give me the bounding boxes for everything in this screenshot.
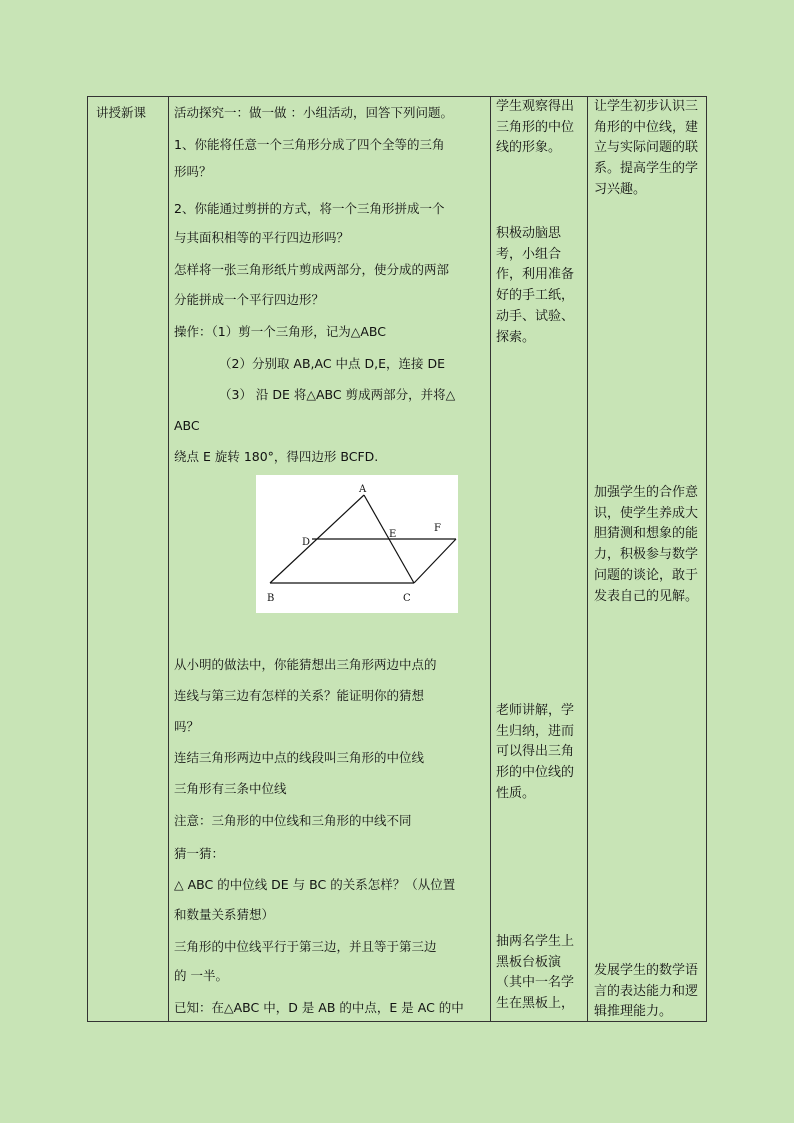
label-c: C [403,593,411,604]
content-line: 的 一半。 [174,968,228,983]
content-line: 1、你能将任意一个三角形分成了四个全等的三角 [174,137,445,152]
intent-note-cooperate: 加强学生的合作意识，使学生养成大胆猜测和想象的能力，积极参与数学问题的谈论，敢于发表自己的见解。 [594,485,699,604]
triangle-figure [256,475,458,613]
student-note-summarize: 老师讲解，学生归纳，进而可以得出三角形的中位线的性质。 [496,703,575,801]
label-f: F [434,523,441,534]
content-line: △ ABC 的中位线 DE 与 BC 的关系怎样？（从位置 [174,877,456,892]
content-line: 连线与第三边有怎样的关系？能证明你的猜想 [174,688,425,703]
section-column [88,97,169,1021]
content-line: 注意：三角形的中位线和三角形的中线不同 [174,813,412,828]
content-line: 吗？ [174,719,200,734]
content-line: 绕点 E 旋转 180°，得四边形 BCFD. [174,449,379,464]
intent-note-reasoning: 发展学生的数学语言的表达能力和逻辑推理能力。 [594,963,699,1020]
label-a: A [359,484,367,495]
intent-note-recognize: 让学生初步认识三角形的中位线，建立与实际问题的联系。提高学生的学习兴趣。 [594,99,699,197]
content-line: 已知：在△ABC 中，D 是 AB 的中点，E 是 AC 的中 [174,1000,464,1015]
student-note-board: 抽两名学生上黑板台板演（其中一名学生在黑板上， [496,934,575,1012]
content-line: 2、你能通过剪拼的方式，将一个三角形拼成一个 [174,201,445,216]
content-line: 从小明的做法中，你能猜想出三角形两边中点的 [174,657,437,672]
content-line: 与其面积相等的平行四边形吗？ [174,230,350,245]
content-line: 分能拼成一个平行四边形？ [174,292,325,307]
content-line: 形吗？ [174,164,212,179]
content-line: 猜一猜： [174,846,225,861]
content-line: 和数量关系猜想） [174,907,275,922]
content-line: 怎样将一张三角形纸片剪成两部分，使分成的两部 [174,262,450,277]
student-note-observe: 学生观察得出三角形的中位线的形象。 [496,99,575,156]
student-activity-column [491,97,588,1021]
content-line: 三角形有三条中位线 [174,781,287,796]
content-line: 操作：（1）剪一个三角形，记为△ABC [174,324,386,339]
section-label: 讲授新课 [96,105,147,120]
content-line: 活动探究一：做一做 ：小组活动，回答下列问题。 [174,105,453,120]
design-intent-column [588,97,706,1021]
student-note-explore: 积极动脑思考，小组合作，利用准备好的手工纸，动手、试验、探索。 [496,226,575,345]
content-column [169,97,491,1021]
content-line: 连结三角形两边中点的线段叫三角形的中位线 [174,750,425,765]
content-line: ABC [174,418,200,433]
content-line: （2）分别取 AB,AC 中点 D,E，连接 DE [219,356,446,371]
content-line: 三角形的中位线平行于第三边，并且等于第三边 [174,939,437,954]
content-line: （3） 沿 DE 将△ABC 剪成两部分，并将△ [219,387,456,402]
label-d: D [302,537,311,548]
label-e: E [389,529,397,540]
label-b: B [267,593,275,604]
lesson-table [87,96,707,1022]
